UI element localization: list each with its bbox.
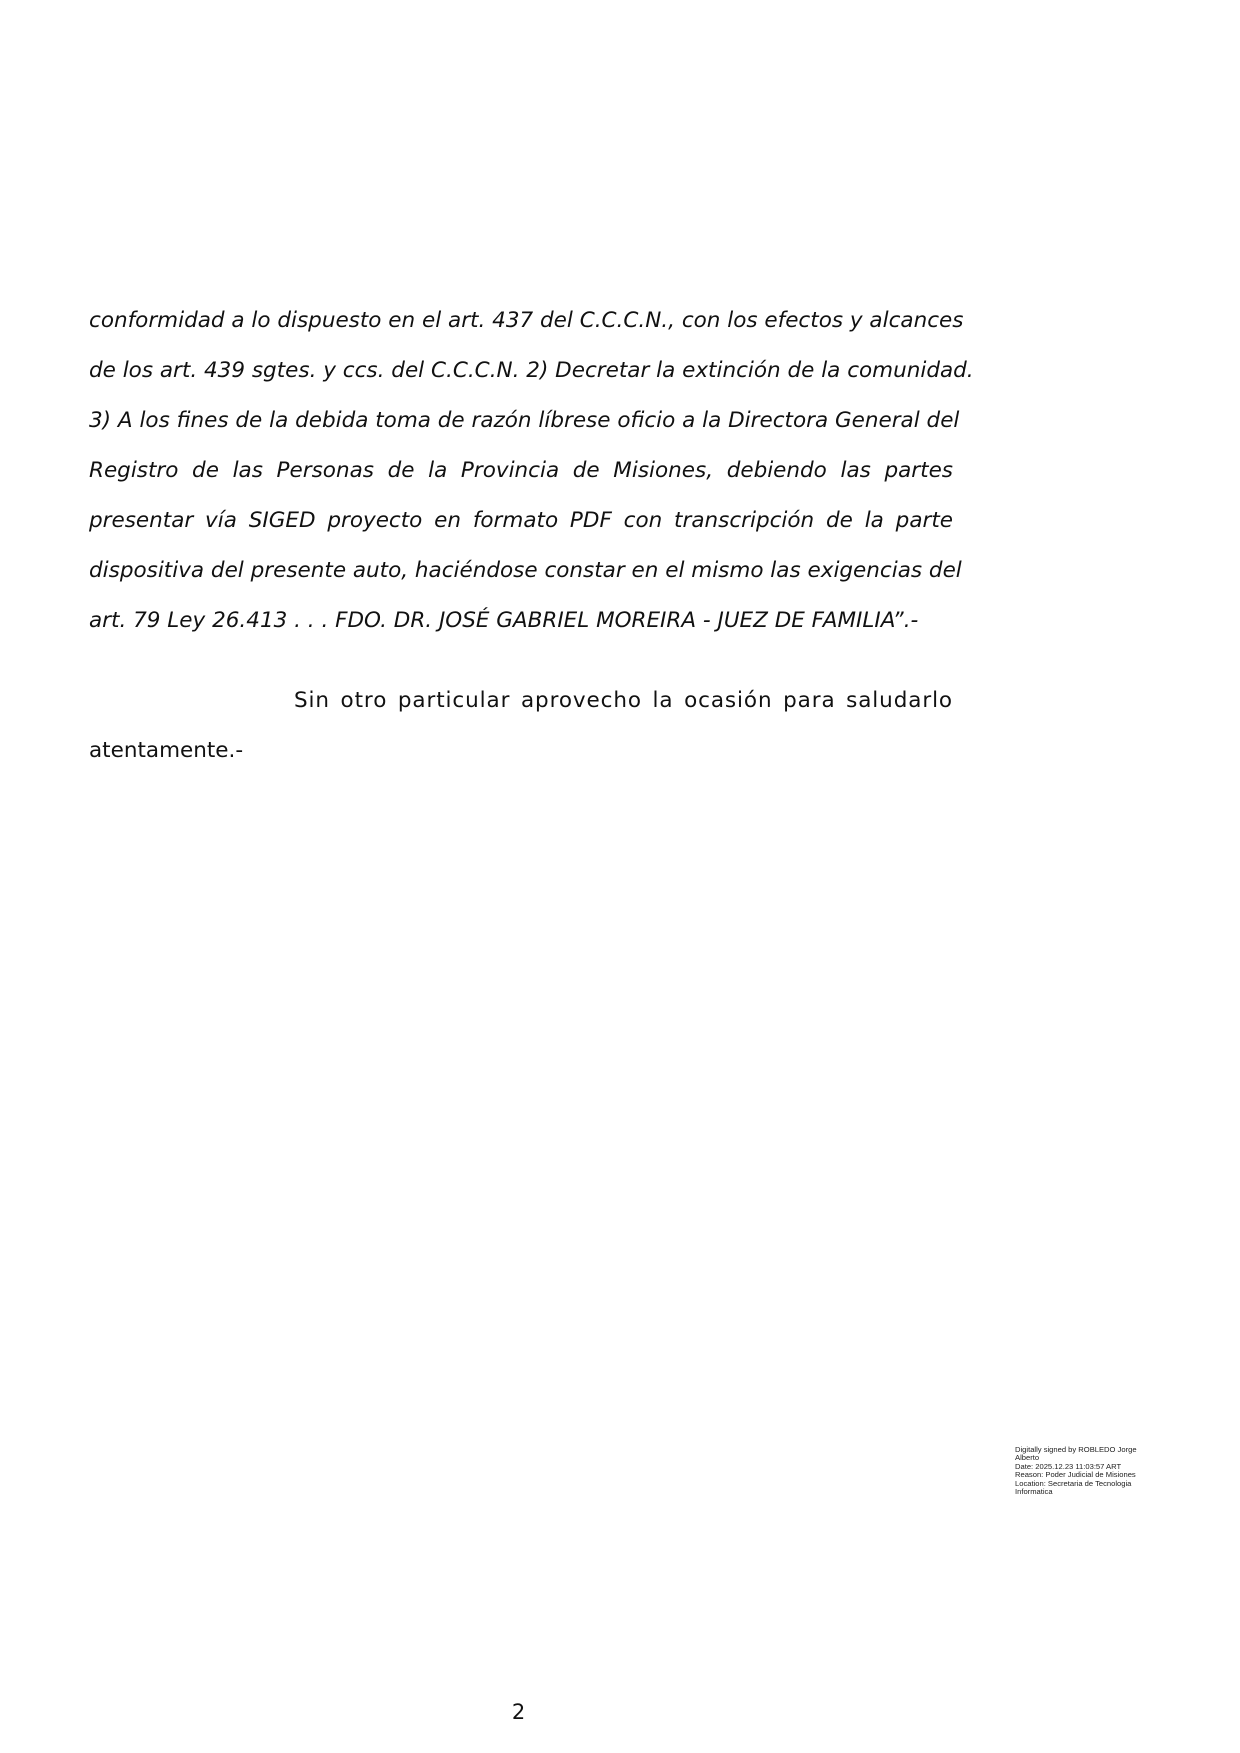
signature-line: Reason: Poder Judicial de Misiones: [1015, 1470, 1136, 1480]
closing-paragraph: [89, 676, 953, 776]
quote-line: presentar vía SIGED proyecto en formato PDF con transcripción de la parte: [89, 508, 953, 533]
quote-line: 3) A los fines de la debida toma de razón líbrese oficio a la Directora General del: [89, 408, 960, 433]
signature-line: Informatica: [1015, 1487, 1053, 1497]
digital-signature-block: [1015, 1446, 1175, 1496]
quoted-resolution-text: [89, 296, 974, 646]
closing-line: Sin otro particular aprovecho la ocasión para saludarlo: [294, 688, 953, 713]
signature-line: Digitally signed by ROBLEDO Jorge: [1015, 1445, 1137, 1454]
closing-line: atentamente.-: [89, 738, 244, 763]
quote-line: art. 79 Ley 26.413 . . . FDO. DR. JOSÉ GABRIEL MOREIRA - JUEZ DE FAMILIA”.-: [89, 608, 919, 633]
signature-line: Location: Secretaria de Tecnologia: [1015, 1478, 1132, 1488]
quote-line: Registro de las Personas de la Provincia de Misiones, debiendo las partes: [89, 458, 953, 483]
quote-line: de los art. 439 sgtes. y ccs. del C.C.C.N. 2) Decretar la extinción de la comunidad.: [89, 358, 974, 383]
quote-line: conformidad a lo dispuesto en el art. 437 del C.C.C.N., con los efectos y alcances: [89, 308, 964, 333]
signature-line: Alberto: [1015, 1453, 1040, 1463]
page-number: 2: [511, 1700, 526, 1724]
signature-line: Date: 2025.12.23 11:03:57 ART: [1015, 1461, 1122, 1471]
quote-line: dispositiva del presente auto, haciéndose constar en el mismo las exigencias del: [89, 558, 962, 583]
